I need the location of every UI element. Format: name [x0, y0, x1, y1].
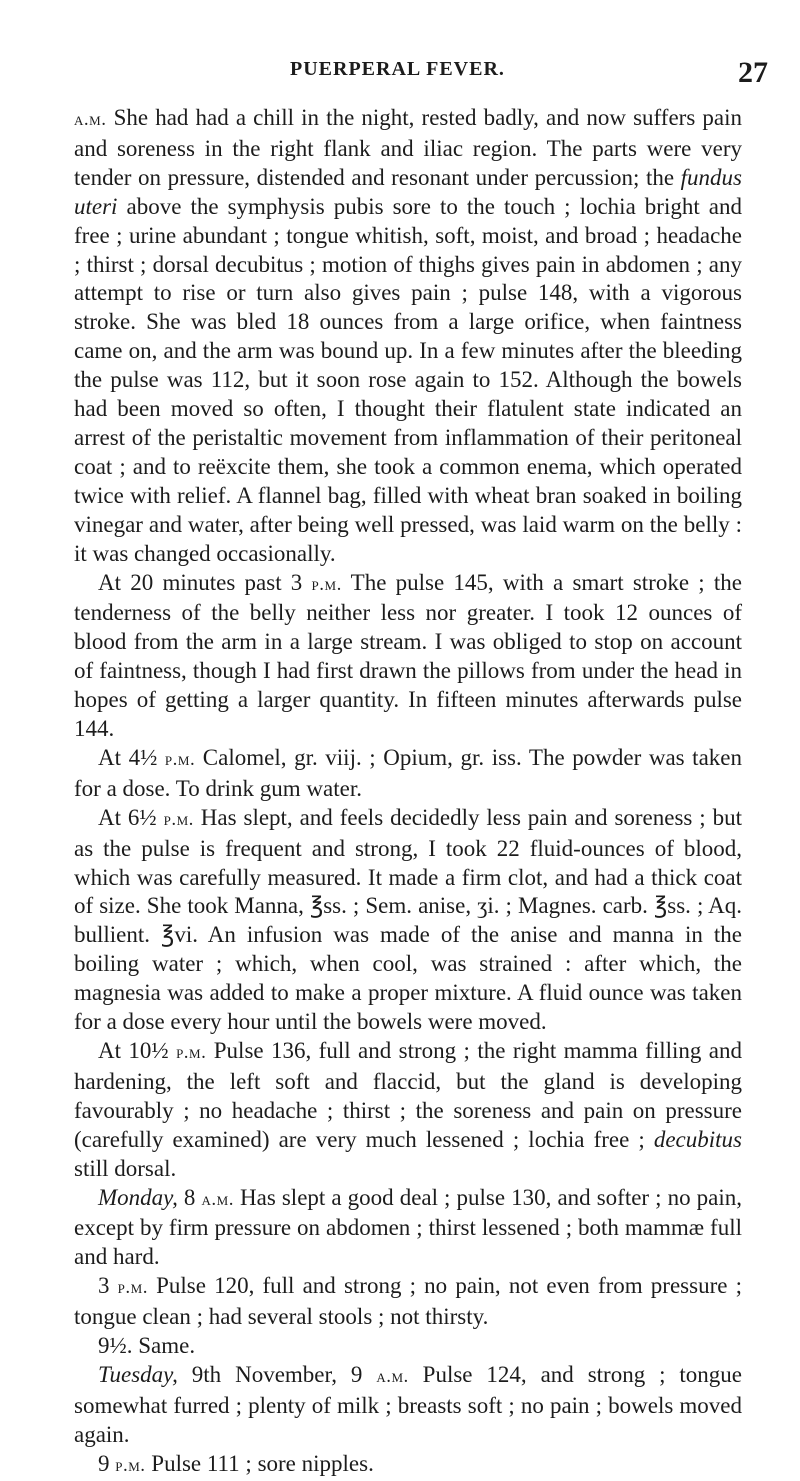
paragraph — [74, 1184, 742, 1273]
text-run: above the symphysis pubis sore to the touch ; lochia bright and free ; urine abundant ; tongue whitish, soft, moist, and broad ; headache ; thirst ; dorsal decubitus ; motion of thighs gives pain in abdomen ; any attempt to rise or turn also gives pain ; pulse 148, with a vigorous stroke. She was bled 18 ounces from a large orifice, when faintness came on, and the arm was bound up. In a few minutes after the bleeding the pulse was 112, but it soon rose again to 152. Although the bowels had been moved so often, I thought their flatulent state indicated an arrest of the peristaltic movement from inflammation of their peritoneal coat ; and to reëxcite them, she took a common enema, which operated twice with relief. A flannel bag, filled with wheat bran soaked in boiling vinegar and water, after being well pressed, was laid warm on the belly : it was changed occasionally. — [74, 193, 742, 566]
time-abbreviation: p.m. — [164, 748, 196, 770]
text-run: 3 — [98, 1273, 118, 1299]
paragraph — [74, 1332, 742, 1361]
paragraph — [74, 1037, 742, 1184]
text-run: still dorsal. — [74, 1155, 177, 1181]
italic-text: fundus uteri — [74, 164, 742, 219]
text-run: Calomel, gr. viij. ; Opium, gr. iss. The powder was taken for a dose. To drink gum water. — [74, 744, 742, 801]
paragraph — [74, 104, 742, 569]
text-run: Has slept, and feels decidedly less pain and soreness ; but as the pulse is frequent and strong, I took 22 fluid-ounces of blood, which was carefully measured. It made a firm clot, and had a thick coat of size. She took Manna, ℥ss. ; Sem. anise, ʒi. ; Magnes. carb. ℥ss. ; Aq. bullient. ℥vi. An infusion was made of the anise and manna in the boiling water ; which, when cool, was strained : after which, the magnesia was added to make a proper mixture. A fluid ounce was taken for a dose every hour until the bowels were moved. — [74, 804, 742, 1035]
time-abbreviation: p.m. — [117, 1277, 148, 1299]
text-run: The pulse 145, with a smart stroke ; the tenderness of the belly neither less nor greater. I took 12 ounces of blood from the arm in a large stream. I was obliged to stop on account of faintness, though I had first drawn the pillows from under the head in hopes of getting a larger quantity. In fifteen minutes afterwards pulse 144. — [74, 569, 742, 742]
body-text — [74, 104, 742, 1481]
paragraph — [74, 744, 742, 804]
time-abbreviation: a.m. — [201, 1188, 234, 1210]
running-head-title: PUERPERAL FEVER. — [290, 58, 505, 80]
time-abbreviation: a.m. — [376, 1365, 409, 1387]
text-run: 9 — [98, 1450, 116, 1476]
text-run: She had had a chill in the night, rested badly, and now suffers pain and soreness in the right flank and iliac region. The parts were very tender on pressure, distended and resonant under percussion; the — [74, 105, 742, 190]
text-run: 9th November, 9 — [177, 1361, 377, 1387]
time-abbreviation: p.m. — [311, 573, 342, 595]
text-run: 9½. Same. — [98, 1333, 196, 1359]
time-abbreviation: p.m. — [176, 1042, 207, 1063]
text-run: Pulse 124, and strong ; tongue somewhat furred ; plenty of milk ; breasts soft ; no pain ; bowels moved again. — [74, 1361, 743, 1447]
running-head — [0, 52, 800, 96]
page-number: 27 — [738, 56, 768, 89]
time-abbreviation: a.m. — [74, 109, 107, 130]
italic-text: Tuesday, — [98, 1361, 178, 1387]
time-abbreviation: p.m. — [163, 808, 194, 830]
paragraph — [74, 569, 742, 744]
text-run: Has slept a good deal ; pulse 130, and softer ; no pain, except by firm pressure on abdomen ; thirst lessened ; both mammæ full and hard. — [74, 1184, 743, 1270]
italic-text: decubitus — [653, 1126, 742, 1152]
time-abbreviation: p.m. — [115, 1454, 146, 1476]
italic-text: Monday, — [98, 1184, 178, 1210]
text-run: Pulse 120, full and strong ; no pain, not even from pressure ; tongue clean ; had several stools ; not thirsty. — [74, 1273, 742, 1330]
paragraph — [74, 1450, 742, 1481]
text-run: At 10½ — [98, 1038, 177, 1063]
text-run: Pulse 111 ; sore nipples. — [145, 1450, 374, 1476]
text-run: At 20 minutes past 3 — [98, 569, 312, 595]
paragraph — [74, 1272, 742, 1332]
text-run: Pulse 136, full and strong ; the right mamma filling and hardening, the left soft and flaccid, but the gland is developing favourably ; no headache ; thirst ; the soreness and pain on pressure (carefully examined) are very much lessened ; lochia free ; — [74, 1038, 742, 1152]
paragraph — [74, 1361, 742, 1450]
text-run: 8 — [177, 1184, 202, 1210]
text-run: At 4½ — [98, 744, 165, 770]
text-run: At 6½ — [98, 804, 164, 830]
paragraph — [74, 804, 742, 1037]
